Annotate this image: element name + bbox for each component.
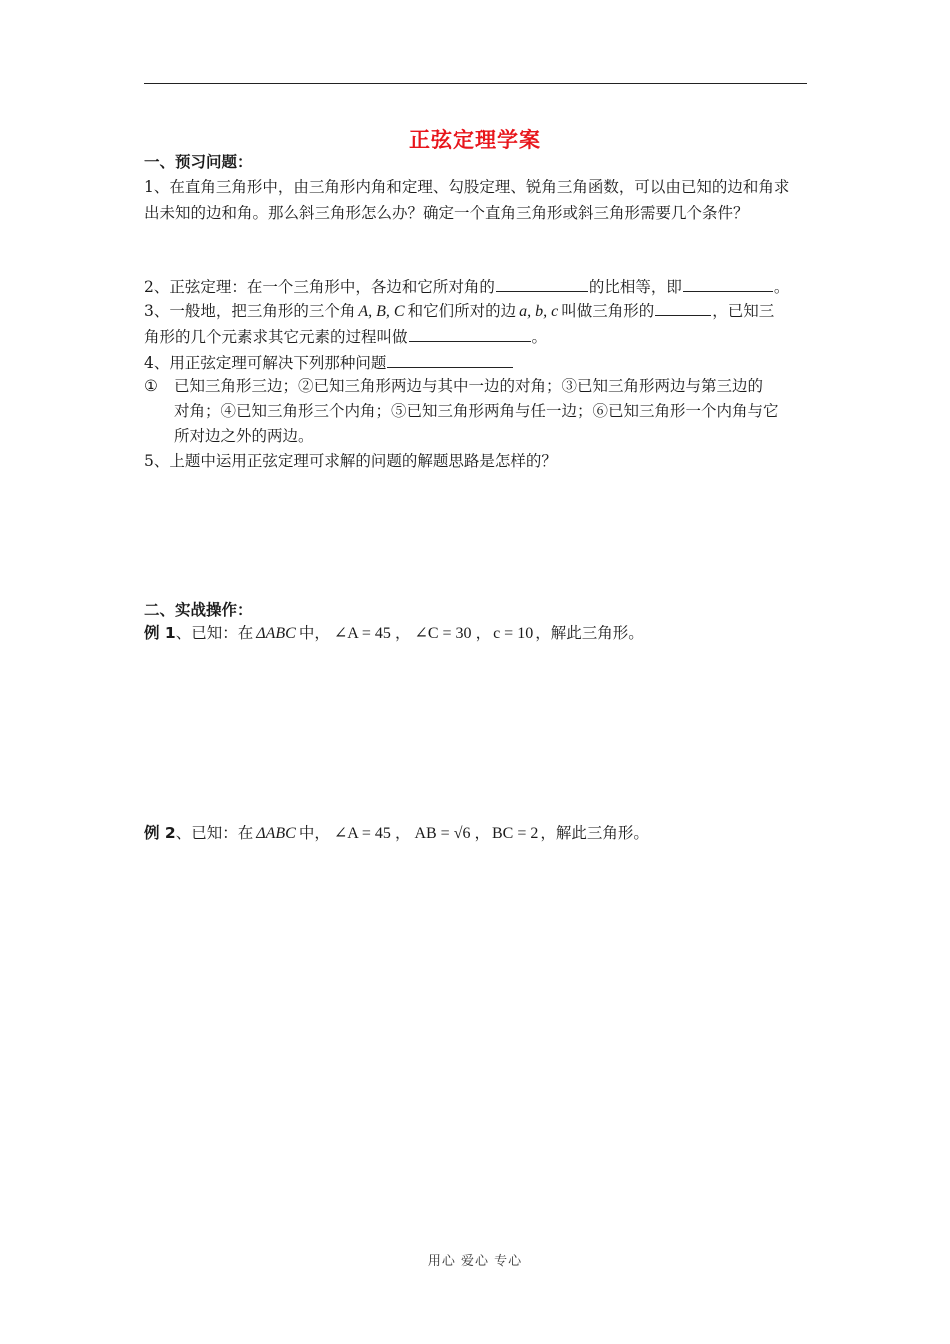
answer-blank[interactable] [683,275,773,292]
section1-heading: 一、预习问题： [144,153,253,171]
question-4 [144,351,514,374]
side-bc-math: BC = 2 [492,825,539,842]
example-1-end: ，解此三角形。 [535,624,644,642]
question-4-options-line-1: 已知三角形三边；②已知三角形两边与其中一边的对角；③已知三角形两边与第三边的 [174,377,764,395]
question-2-text-c: 。 [773,278,790,296]
question-4-text: 4、用正弦定理可解决下列那种问题 [144,354,387,372]
question-3-text-d: ，已知三 [712,302,775,320]
separator: ， [394,824,411,842]
triangle-math: ΔABC [256,625,296,642]
question-2-text-b: 的比相等，即 [588,278,682,296]
question-4-options-line-2: 对角；④已知三角形三个内角；⑤已知三角形两角与任一边；⑥已知三角形一个内角与它 [174,402,779,420]
question-3-text-a: 3、一般地，把三角形的三个角 [144,302,356,320]
question-3-line-2-text-b: 。 [531,328,548,346]
section2-heading: 二、实战操作： [144,601,253,619]
separator: ， [475,624,492,642]
question-3-text-b: 和它们所对的边 [407,302,517,320]
angle-a-math: ∠A = 45 [333,625,391,642]
angle-a-math: ∠A = 45 [333,825,391,842]
example-2-text-a: 、已知：在 [175,824,254,842]
separator: ， [474,824,490,842]
example-1-label: 例 1 [144,624,176,642]
example-2-label: 例 2 [144,824,176,842]
angle-c-math: ∠C = 30 [414,625,472,642]
question-2-text-a: 2、正弦定理：在一个三角形中，各边和它所对角的 [144,278,495,296]
question-3-line-2-text-a: 角形的几个元素求其它元素的过程叫做 [144,328,408,346]
question-4-options-line-3: 所对边之外的两边。 [174,427,314,445]
question-3-line-2 [144,325,547,348]
question-1-line-2: 出未知的边和角。那么斜三角形怎么办？确定一个直角三角形或斜三角形需要几个条件？ [144,204,749,222]
angles-math: A, B, C [358,303,405,320]
answer-blank[interactable] [655,299,711,316]
example-1 [144,622,644,645]
answer-blank[interactable] [387,351,513,368]
question-3-line-1 [144,299,774,323]
example-1-text-b: 中， [298,624,330,642]
example-1-text-a: 、已知：在 [175,624,254,642]
side-ab-math: AB = √6 [414,825,471,842]
page-title: 正弦定理学案 [409,128,541,152]
question-5: 5、上题中运用正弦定理可求解的问题的解题思路是怎样的？ [144,452,557,470]
side-c-math: c = 10 [493,625,534,642]
example-2-end: ，解此三角形。 [540,824,649,842]
question-1-line-1: 1、在直角三角形中，由三角形内角和定理、勾股定理、锐角三角函数，可以由已知的边和角求 [144,178,790,196]
separator: ， [394,624,411,642]
question-2 [144,275,789,298]
sides-math: a, b, c [519,303,559,320]
header-rule [144,83,807,84]
answer-blank[interactable] [409,325,531,342]
example-2 [144,822,649,845]
page-footer: 用心 爱心 专心 [427,1254,523,1269]
triangle-math: ΔABC [256,825,296,842]
question-3-text-c: 叫做三角形的 [561,302,655,320]
answer-blank[interactable] [496,275,588,292]
question-4-option-marker: ① [144,377,158,395]
example-2-text-b: 中， [298,824,330,842]
